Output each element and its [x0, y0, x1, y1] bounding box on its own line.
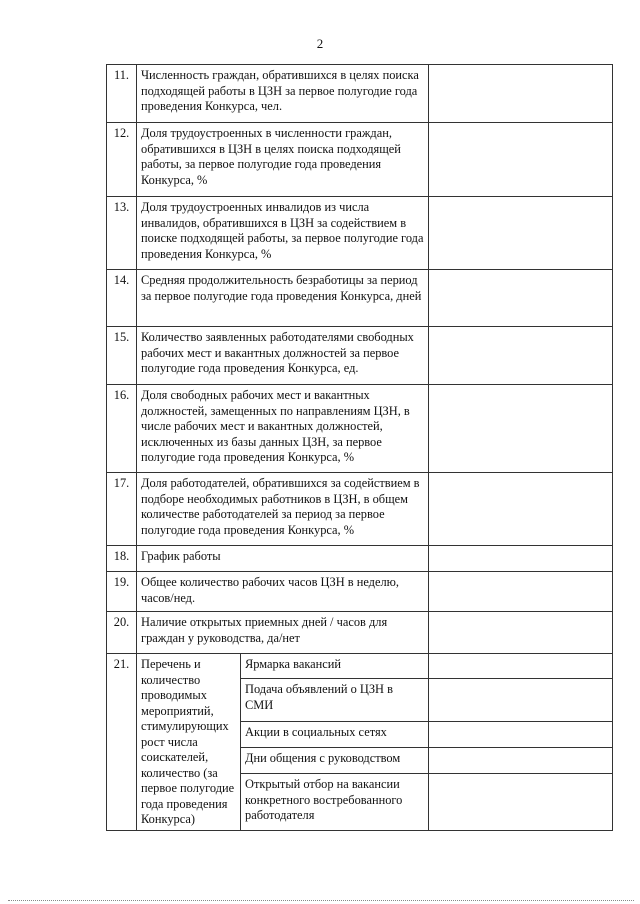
table-row — [107, 385, 613, 473]
row-label: Перечень и количество проводимых мероприятий, стимулирующих рост числа соискателей, количество (за первое полугодие года проведения Конкурса) — [137, 654, 241, 831]
table-row — [107, 123, 613, 197]
row-label: Численность граждан, обратившихся в целях поиска подходящей работы в ЦЗН за первое полугодие года проведения Конкурса, чел. — [137, 65, 429, 123]
row-label: Общее количество рабочих часов ЦЗН в неделю, часов/нед. — [137, 572, 429, 612]
value-cell[interactable] — [429, 774, 613, 831]
row-label: Средняя продолжительность безработицы за период за первое полугодие года проведения Конкурса, дней — [137, 270, 429, 327]
row-number: 21. — [107, 654, 137, 831]
row-label: Доля трудоустроенных в численности граждан, обратившихся в ЦЗН в целях поиска подходящей работы, за первое полугодие года проведения Конкурса, % — [137, 123, 429, 197]
row-number: 20. — [107, 612, 137, 654]
row-number: 19. — [107, 572, 137, 612]
table-row — [107, 327, 613, 385]
value-cell[interactable] — [429, 612, 613, 654]
row-number: 11. — [107, 65, 137, 123]
table-row — [107, 473, 613, 546]
event-label: Акции в социальных сетях — [241, 721, 429, 747]
value-cell[interactable] — [429, 572, 613, 612]
row-label: Доля свободных рабочих мест и вакантных должностей, замещенных по направлениям ЦЗН, в числе рабочих мест и вакантных должностей, исключенных из базы данных ЦЗН, за первое полугодие года проведения Конкурса, % — [137, 385, 429, 473]
event-label: Ярмарка вакансий — [241, 654, 429, 679]
table-row — [107, 612, 613, 654]
event-label: Подача объявлений о ЦЗН в СМИ — [241, 679, 429, 721]
value-cell[interactable] — [429, 473, 613, 546]
row-label: Наличие открытых приемных дней / часов для граждан у руководства, да/нет — [137, 612, 429, 654]
table-row — [107, 572, 613, 612]
value-cell[interactable] — [429, 197, 613, 270]
value-cell[interactable] — [429, 654, 613, 679]
row-label: Количество заявленных работодателями свободных рабочих мест и вакантных должностей за первое полугодие года проведения Конкурса, ед. — [137, 327, 429, 385]
value-cell[interactable] — [429, 747, 613, 773]
event-label: Открытый отбор на вакансии конкретного востребованного работодателя — [241, 774, 429, 831]
value-cell[interactable] — [429, 679, 613, 721]
row-number: 12. — [107, 123, 137, 197]
table-row — [107, 270, 613, 327]
row-number: 17. — [107, 473, 137, 546]
value-cell[interactable] — [429, 65, 613, 123]
table-row — [107, 197, 613, 270]
table-row — [107, 654, 613, 679]
row-label: График работы — [137, 546, 429, 572]
page-number: 2 — [316, 36, 324, 51]
table-row — [107, 65, 613, 123]
value-cell[interactable] — [429, 123, 613, 197]
row-number: 18. — [107, 546, 137, 572]
value-cell[interactable] — [429, 270, 613, 327]
page-bottom-divider — [8, 900, 634, 901]
row-label: Доля работодателей, обратившихся за содействием в подборе необходимых работников в ЦЗН, в общем количестве работодателей за период за первое полугодие года проведения Конкурса, % — [137, 473, 429, 546]
value-cell[interactable] — [429, 721, 613, 747]
event-label: Дни общения с руководством — [241, 747, 429, 773]
table-row — [107, 546, 613, 572]
row-number: 13. — [107, 197, 137, 270]
row-number: 14. — [107, 270, 137, 327]
row-label: Доля трудоустроенных инвалидов из числа инвалидов, обратившихся в ЦЗН за содействием в поиске подходящей работы, за первое полугодие года проведения Конкурса, % — [137, 197, 429, 270]
row-number: 16. — [107, 385, 137, 473]
value-cell[interactable] — [429, 385, 613, 473]
value-cell[interactable] — [429, 327, 613, 385]
value-cell[interactable] — [429, 546, 613, 572]
indicators-table — [106, 64, 613, 831]
row-number: 15. — [107, 327, 137, 385]
